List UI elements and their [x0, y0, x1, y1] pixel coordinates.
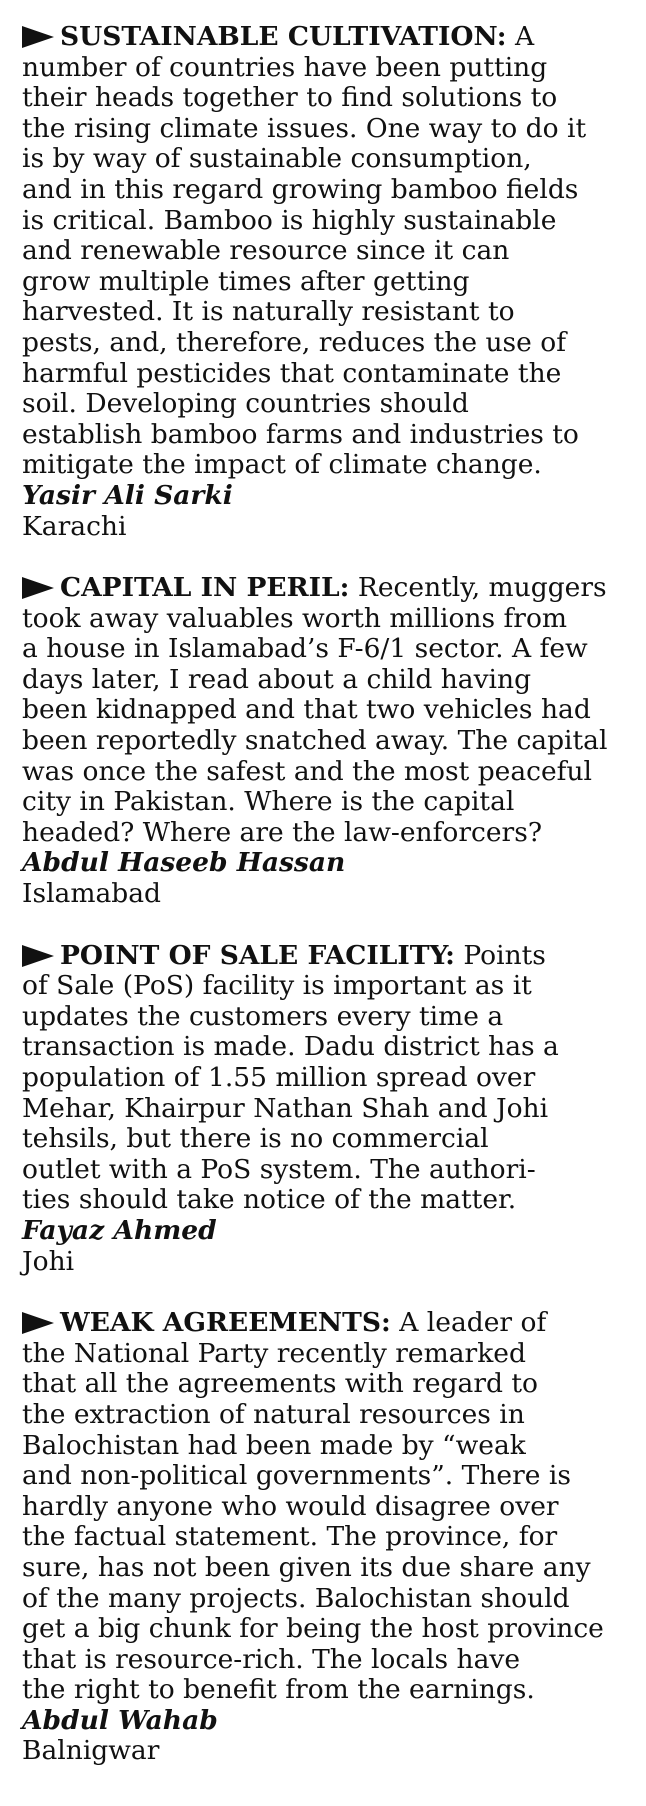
- letter-line: ties should take notice of the matter.: [22, 1184, 517, 1216]
- letter-line: headed? Where are the law-enforcers?: [22, 816, 543, 848]
- letter-heading: SUSTAINABLE CULTIVATION:: [60, 21, 507, 52]
- letter-line: sure, has not been given its due share any: [22, 1551, 591, 1583]
- letter-line: grow multiple times after getting: [22, 265, 470, 297]
- arrow-bullet-icon: [22, 26, 54, 48]
- letter-line: Mehar, Khairpur Nathan Shah and Johi: [22, 1092, 549, 1124]
- letter-line: tehsils, but there is no commercial: [22, 1123, 489, 1155]
- letter-line: updates the customers every time a: [22, 1000, 504, 1032]
- letter-line: transaction is made. Dadu district has a: [22, 1031, 559, 1063]
- letter-place: Islamabad: [22, 878, 161, 910]
- letter-line: harvested. It is naturally resistant to: [22, 296, 515, 328]
- letter-author: Abdul Haseeb Hassan: [22, 847, 346, 879]
- letter-line: get a big chunk for being the host province: [22, 1613, 604, 1645]
- letter-line: been kidnapped and that two vehicles had: [22, 694, 591, 726]
- letter-text: A leader of: [399, 1307, 547, 1339]
- letter-heading: WEAK AGREEMENTS:: [60, 1307, 391, 1339]
- letter-place: Johi: [22, 1245, 75, 1277]
- letter-author: Fayaz Ahmed: [22, 1214, 217, 1246]
- letters-column: [22, 22, 622, 1767]
- letter-point-of-sale-facility: [22, 941, 622, 1278]
- letter-line: city in Pakistan. Where is the capital: [22, 786, 515, 818]
- letter-line: the extraction of natural resources in: [22, 1398, 525, 1430]
- letter-line: the rising climate issues. One way to do it: [22, 112, 587, 144]
- letter-line: pests, and, therefore, reduces the use of: [22, 326, 567, 358]
- letter-text: Recently, muggers: [357, 572, 607, 604]
- letter-heading: CAPITAL IN PERIL:: [60, 572, 350, 604]
- letter-first-line: [22, 1308, 622, 1339]
- letter-heading: POINT OF SALE FACILITY:: [60, 939, 455, 971]
- letter-line: been reportedly snatched away. The capital: [22, 725, 608, 757]
- letter-line: that is resource-rich. The locals have: [22, 1643, 521, 1675]
- letter-first-line: [22, 941, 622, 972]
- arrow-bullet-icon: [22, 577, 54, 599]
- letter-author: Yasir Ali Sarki: [22, 479, 233, 511]
- letter-line: a house in Islamabad’s F-6/1 sector. A few: [22, 633, 588, 665]
- letter-line: soil. Developing countries should: [22, 388, 469, 420]
- letter-line: days later, I read about a child having: [22, 663, 532, 695]
- letter-author: Abdul Wahab: [22, 1704, 218, 1736]
- letter-line: their heads together to find solutions to: [22, 82, 558, 114]
- letter-line: that all the agreements with regard to: [22, 1368, 538, 1400]
- letter-line: of the many projects. Balochistan should: [22, 1582, 570, 1614]
- letter-line: and in this regard growing bamboo fields: [22, 173, 579, 205]
- letter-text: Points: [463, 939, 546, 971]
- letter-line: is critical. Bamboo is highly sustainable: [22, 204, 557, 236]
- letter-line: was once the safest and the most peaceful: [22, 755, 593, 787]
- letter-sustainable-cultivation: [22, 22, 622, 542]
- letter-line: took away valuables worth millions from: [22, 602, 568, 634]
- letter-line: and renewable resource since it can: [22, 235, 510, 267]
- letter-first-line: [22, 573, 622, 604]
- letter-line: the National Party recently remarked: [22, 1337, 526, 1369]
- letter-line: the right to benefit from the earnings.: [22, 1674, 535, 1706]
- letter-place: Balnigwar: [22, 1735, 160, 1767]
- letter-line: mitigate the impact of climate change.: [22, 449, 542, 481]
- letter-weak-agreements: [22, 1308, 622, 1767]
- letter-line: the factual statement. The province, for: [22, 1521, 558, 1553]
- letter-line: establish bamboo farms and industries to: [22, 418, 579, 450]
- letter-line: and non-political governments”. There is: [22, 1460, 571, 1492]
- letter-line: outlet with a PoS system. The authori-: [22, 1153, 536, 1185]
- letter-line: hardly anyone who would disagree over: [22, 1490, 559, 1522]
- letter-line: of Sale (PoS) facility is important as it: [22, 970, 532, 1002]
- arrow-bullet-icon: [22, 1312, 54, 1334]
- letter-capital-in-peril: [22, 573, 622, 910]
- arrow-bullet-icon: [22, 945, 54, 967]
- letter-first-line: [22, 22, 622, 53]
- letter-text: A: [514, 21, 535, 52]
- letter-line: harmful pesticides that contaminate the: [22, 357, 562, 389]
- letter-line: population of 1.55 million spread over: [22, 1062, 536, 1093]
- letter-line: number of countries have been putting: [22, 51, 548, 83]
- letter-line: is by way of sustainable consumption,: [22, 143, 532, 175]
- letter-line: Balochistan had been made by “weak: [22, 1429, 526, 1461]
- letter-place: Karachi: [22, 510, 127, 542]
